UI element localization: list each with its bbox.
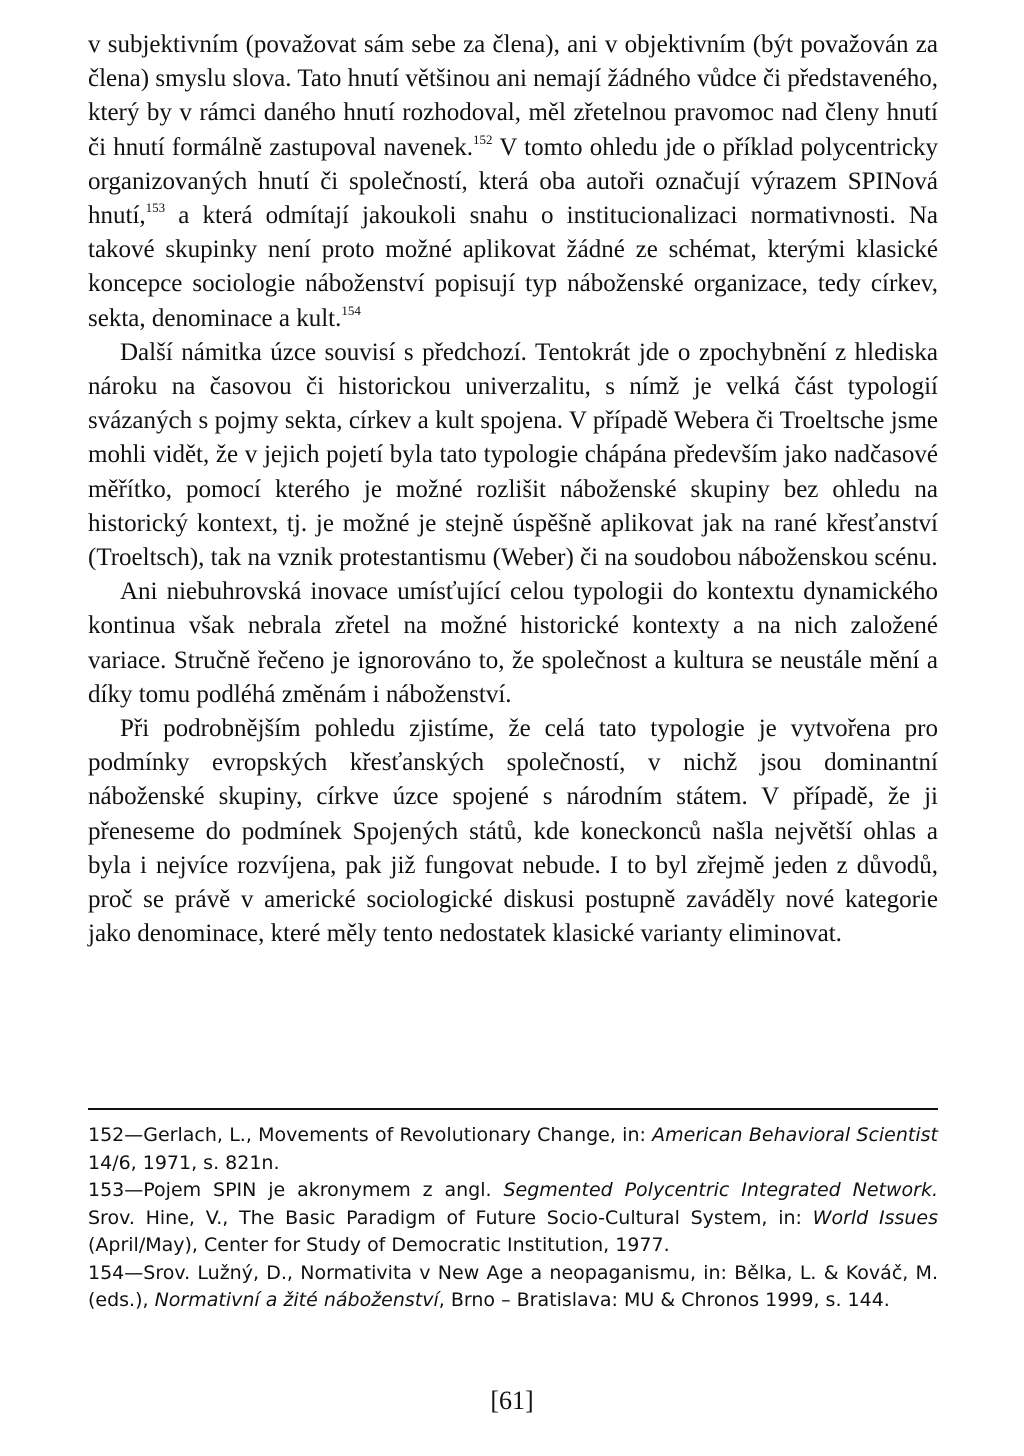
footnote-divider bbox=[88, 1108, 938, 1110]
paragraph-1 bbox=[88, 28, 938, 336]
footnote-dash: — bbox=[124, 1179, 144, 1201]
footnote-number: 152 bbox=[88, 1124, 125, 1146]
footnote-number: 153 bbox=[88, 1179, 125, 1201]
footnote-italic-title: Segmented Polycentric Integrated Network. bbox=[503, 1179, 938, 1201]
footnote-text: Gerlach, L., Movements of Revolutionary Change, in: bbox=[143, 1124, 653, 1146]
footnote-dash: — bbox=[124, 1124, 144, 1146]
paragraph-1-part-a: v subjektivním (považovat sám sebe za člena), ani v objektivním (být považován za člena) smyslu slova. Tato hnutí většinou ani nemají žádného vůdce či představeného, který by v rámci daného hnutí rozhodoval, měl zřetelnou pravomoc nad členy hnutí či hnutí formálně zastupoval navenek. bbox=[88, 31, 938, 161]
footnote-text: Pojem SPIN je akronymem z angl. bbox=[143, 1179, 504, 1201]
footnote-italic-title: World Issues bbox=[812, 1206, 938, 1229]
footnote-ref-154[interactable]: 154 bbox=[341, 302, 361, 318]
footnote-italic-title: Normativní a žité náboženství bbox=[154, 1289, 439, 1311]
footnotes bbox=[88, 1122, 938, 1315]
footnote-text: 14/6, 1971, s. 821n. bbox=[88, 1151, 280, 1174]
footnote-text: (April/May), Center for Study of Democratic Institution, 1977. bbox=[88, 1234, 670, 1256]
footnote-dash: — bbox=[124, 1261, 144, 1284]
footnote-153 bbox=[88, 1177, 938, 1260]
footnote-text: Srov. Lužný, D., Normativita v New Age a neopaganismu, in: Bělka, L. & Kováč, M. (eds.), bbox=[88, 1261, 938, 1311]
paragraph-1-part-b: V tomto ohledu jde o příklad polycentricky organizovaných hnutí či společností, která oba autoři označují výrazem SPINová hnutí, bbox=[88, 133, 938, 230]
footnote-number: 154 bbox=[88, 1261, 125, 1284]
footnote-text: , Brno – Bratislava: MU & Chronos 1999, s. 144. bbox=[438, 1289, 890, 1311]
footnote-154 bbox=[88, 1260, 938, 1315]
body-text bbox=[88, 28, 938, 951]
page-number: [61] bbox=[490, 1386, 534, 1415]
footnote-italic-title: American Behavioral Scientist bbox=[652, 1124, 938, 1146]
paragraph-4: Při podrobnějším pohledu zjistíme, že celá tato typologie je vytvořena pro podmínky evropských křesťanských společností, v nichž jsou dominantní náboženské skupiny, církve úzce spojené s národním státem. V případě, že ji přeneseme do podmínek Spojených států, kde koneckonců našla největší ohlas a byla i nejvíce rozvíjena, pak již fungovat nebude. I to byl zřejmě jeden z důvodů, proč se právě v americké sociologické diskusi postupně zaváděly nové kategorie jako denominace, které měly tento nedostatek klasické varianty eliminovat. bbox=[88, 715, 938, 948]
footnote-ref-153[interactable]: 153 bbox=[145, 200, 166, 216]
paragraph-1-part-c: a která odmítají jakoukoli snahu o institucionalizaci normativnosti. Na takové skupinky není proto možné aplikovat žádné ze schémat, kterými klasické koncepce sociologie náboženství popisují typ náboženské organizace, tedy církev, sekta, denominace a kult. bbox=[88, 202, 938, 332]
paragraph-2: Další námitka úzce souvisí s předchozí. Tentokrát jde o zpochybnění z hlediska nároku na časovou či historickou univerzalitu, s nímž je velká část typologií svázaných s pojmy sekta, církev a kult spojena. V případě Webera či Troeltsche jsme mohli vidět, že v jejich pojetí byla tato typologie chápána především jako nadčasové měřítko, pomocí kterého je možné rozlišit náboženské skupiny bez ohledu na historický kontext, tj. je možné je stejně úspěšně aplikovat jak na rané křesťanství (Troeltsch), tak na vznik protestantismu (Weber) či na soudobou náboženskou scénu. bbox=[88, 338, 938, 572]
paragraph-3: Ani niebuhrovská inovace umísťující celou typologii do kontextu dynamického kontinua však nebrala zřetel na možné historické kontexty a na nich založené variace. Stručně řečeno je ignorováno to, že společnost a kultura se neustále mění a díky tomu podléhá změnám i náboženství. bbox=[88, 578, 938, 708]
footnote-text: Srov. Hine, V., The Basic Paradigm of Future Socio-Cultural System, in: bbox=[88, 1206, 813, 1229]
footnote-152 bbox=[88, 1122, 938, 1177]
footnote-ref-152[interactable]: 152 bbox=[473, 131, 493, 147]
